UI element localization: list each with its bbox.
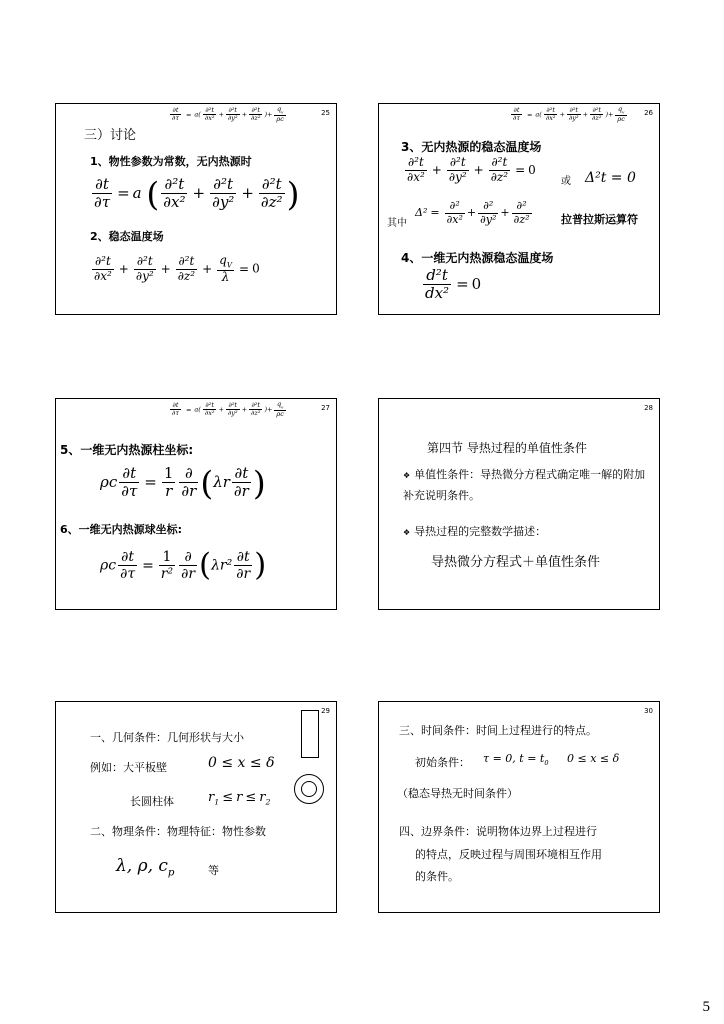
long-cylinder-label: 长圆柱体 bbox=[130, 795, 174, 808]
example-plate-label: 例如：大平板壁 bbox=[90, 761, 167, 774]
slide-number: 28 bbox=[644, 404, 653, 412]
slide-number: 26 bbox=[644, 109, 653, 117]
slide-25 bbox=[55, 103, 337, 315]
where-label: 其中 bbox=[387, 218, 407, 229]
plate-range: 0 ≤ x ≤ δ bbox=[208, 755, 275, 771]
cylinder-range: $r_1 \le r \le r_2$ bbox=[208, 790, 271, 807]
geometric-condition: 一、几何条件：几何形状与大小 bbox=[90, 731, 244, 744]
header-equation: $\frac{\partial t}{\partial\tau}$ = a( $\frac{\text{∂²t}}{\text{∂x²}}$ + $\frac{\text{∂²t}}{\text{∂y²}}$ + $\frac{\text{∂²t}}{\text{∂z²}}$ )+ $\frac{q_v}{\rho c}$ bbox=[172, 400, 284, 418]
item-constant-properties: 1、物性参数为常数，无内热源时 bbox=[90, 155, 252, 168]
laplace-operator-label: 拉普拉斯运算符 bbox=[561, 213, 638, 226]
initial-condition-math: τ = 0, $t = t_0$ bbox=[483, 752, 549, 768]
page-number: 5 bbox=[702, 999, 710, 1015]
boundary-condition-line3: 的条件。 bbox=[415, 870, 459, 883]
slide-number: 30 bbox=[644, 707, 653, 715]
bullet-complete-description: ❖ 导热过程的完整数学描述： bbox=[403, 525, 547, 538]
header-equation: $\frac{\partial t}{\partial\tau}$ = a( $\frac{\text{∂²t}}{\text{∂x²}}$ + $\frac{\text{∂²t}}{\text{∂y²}}$ + $\frac{\text{∂²t}}{\text{∂z²}}$ )+ $\frac{q_v}{\rho c}$ bbox=[513, 105, 625, 123]
physical-params: λ, ρ, $c_p$ bbox=[116, 856, 175, 879]
physical-condition: 二、物理条件：物理特征：物性参数 bbox=[90, 825, 266, 838]
slide-number: 25 bbox=[321, 109, 330, 117]
item-steady-state: 2、稳态温度场 bbox=[90, 230, 164, 243]
summary-formula: 导热微分方程式＋单值性条件 bbox=[431, 555, 601, 570]
laplace-operator-def: Δ² = $\frac{\text{∂²}}{\text{∂x²}}$ + $\frac{\text{∂²}}{\text{∂y²}}$ + $\frac{\text{∂²}}{\text{∂z²}}$ bbox=[415, 199, 530, 226]
poisson-equation: $\frac{\text{∂²t}}{\text{∂x²}}$ + $\frac{\text{∂²t}}{\text{∂y²}}$ + $\frac{\text{∂²t}}{\text{∂z²}}$ + $\frac{q_V}{\lambda}$ = 0 bbox=[94, 253, 260, 284]
time-condition: 三、时间条件：时间上过程进行的特点。 bbox=[399, 724, 597, 737]
heading-steady-no-source: 3、无内热源的稳态温度场 bbox=[401, 140, 542, 154]
initial-condition-range: 0 ≤ x ≤ δ bbox=[567, 752, 620, 765]
section-title: 第四节 导热过程的单值性条件 bbox=[427, 441, 587, 455]
header-equation: $\frac{\partial t}{\partial\tau}$ = a( $\frac{\text{∂²t}}{\text{∂x²}}$ + $\frac{\text{∂²t}}{\text{∂y²}}$ + $\frac{\text{∂²t}}{\text{∂z²}}$ )+ $\frac{q_v}{\rho c}$ bbox=[172, 105, 284, 123]
bullet-uniqueness: ❖ 单值性条件：导热微分方程式确定唯一解的附加补充说明条件。 bbox=[403, 468, 646, 502]
slide-28 bbox=[378, 398, 660, 610]
boundary-condition-line2: 的特点，反映过程与周围环境相互作用 bbox=[415, 848, 602, 861]
slide-26 bbox=[378, 103, 660, 315]
or-label: 或 bbox=[561, 176, 571, 187]
slide-30 bbox=[378, 701, 660, 913]
slide-27 bbox=[55, 398, 337, 610]
long-cylinder-inner-shape bbox=[301, 781, 317, 797]
spherical-equation: ρc $\frac{\partial t}{\partial\tau}$ = $\frac{1}{\text{r²}}$ $\frac{\partial}{\partial r}$ (λr² $\frac{\partial t}{\partial r}$ ) bbox=[100, 547, 267, 584]
steady-no-time-note: （稳态导热无时间条件） bbox=[397, 787, 518, 800]
coef-a: a bbox=[132, 183, 142, 202]
slide-number: 27 bbox=[321, 404, 330, 412]
laplace-short-form: Δ²t = 0 bbox=[585, 170, 636, 186]
heading-1d-no-source: 4、一维无内热源稳态温度场 bbox=[401, 251, 554, 265]
heat-equation: $\frac{\partial t}{\partial\tau}$ = a ( $\frac{\text{∂²t}}{\text{∂x²}}$ + $\frac{\text{∂²t}}{\text{∂y²}}$ + $\frac{\text{∂²t}}{\text{∂z²}}$ ) bbox=[94, 174, 300, 214]
boundary-condition-line1: 四、边界条件：说明物体边界上过程进行 bbox=[399, 825, 597, 838]
heading-spherical: 6、一维无内热源球坐标: bbox=[60, 523, 183, 536]
slide-title: 三）讨论 bbox=[84, 128, 137, 143]
1d-steady-equation: $\frac{\text{d²t}}{\text{dx²}}$ = 0 bbox=[425, 266, 482, 303]
bullet-diamond-icon: ❖ bbox=[403, 528, 411, 537]
heading-cylindrical: 5、一维无内热源柱坐标: bbox=[60, 443, 194, 457]
slide-number: 29 bbox=[321, 707, 330, 715]
plate-wall-shape bbox=[301, 710, 319, 758]
slide-29 bbox=[55, 701, 337, 913]
laplace-equation: $\frac{\text{∂²t}}{\text{∂x²}}$ + $\frac{\text{∂²t}}{\text{∂y²}}$ + $\frac{\text{∂²t}}{\text{∂z²}}$ = 0 bbox=[407, 155, 536, 184]
cylindrical-equation: ρc $\frac{\partial t}{\partial\tau}$ = $\frac{1}{r}$ $\frac{\partial}{\partial r}$ (λr $\frac{\partial t}{\partial r}$ ) bbox=[100, 463, 266, 503]
initial-condition-label: 初始条件： bbox=[415, 756, 470, 769]
bullet-diamond-icon: ❖ bbox=[403, 471, 411, 480]
etc-label: 等 bbox=[208, 864, 219, 877]
